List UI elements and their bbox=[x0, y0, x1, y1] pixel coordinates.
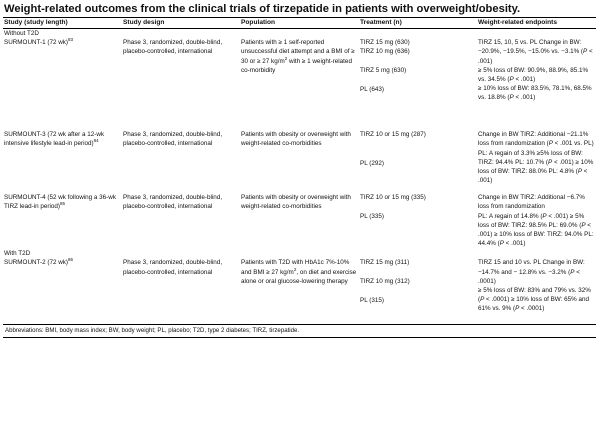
header-endpoints: Weight-related endpoints bbox=[477, 18, 596, 29]
treatment-arm: TIRZ 10 mg (636) bbox=[360, 48, 410, 56]
treatment-arm: TIRZ 10 mg (312) bbox=[360, 278, 410, 286]
endpoint-text: TIRZ 15 and 10 vs. PL Change in BW: bbox=[478, 259, 585, 267]
cell-design: Phase 3, randomized, double-blind, placebo-controlled, international bbox=[123, 39, 223, 56]
reference-superscript: 85 bbox=[60, 201, 66, 207]
footnote-row bbox=[3, 324, 596, 337]
cell-design: Phase 3, randomized, double-blind, placebo-controlled, international bbox=[123, 131, 223, 148]
endpoint-text: Change in BW TIRZ: Additional −21.1% loss from randomization (P < .001 vs. PL) bbox=[478, 131, 594, 148]
cell-population: Patients with ≥ 1 self-reported unsuccessful diet attempt and a BMI of ≥ 30 or ≥ 27 $kg/m^2$ with ≥ 1 weight-related co-morbidity bbox=[241, 39, 355, 74]
cell-treatment bbox=[359, 38, 477, 130]
treatment-arm: TIRZ 10 or 15 mg (335) bbox=[360, 194, 426, 202]
cell-endpoints bbox=[477, 38, 596, 130]
table-header-row bbox=[3, 18, 596, 29]
cell-treatment bbox=[359, 193, 477, 249]
reference-superscript: 86 bbox=[68, 257, 74, 263]
treatment-arm: TIRZ 10 or 15 mg (287) bbox=[360, 131, 426, 139]
cell-study: SURMOUNT-2 (72 wk)$^{86}$ bbox=[4, 257, 74, 267]
cell-study: SURMOUNT-3 (72 wk after a 12-wk intensive lifestyle lead-in period)$^{84}$ bbox=[4, 131, 105, 148]
cell-study: SURMOUNT-1 (72 wk)$^{83}$ bbox=[4, 37, 74, 47]
endpoint-text: Change in BW TIRZ: Additional −6.7% loss from randomization bbox=[478, 194, 585, 211]
cell-endpoints bbox=[477, 193, 596, 249]
cell-design: Phase 3, randomized, double-blind, placebo-controlled, international bbox=[123, 259, 223, 276]
table-row-surmount-1 bbox=[3, 38, 596, 130]
treatment-arm: TIRZ 15 mg (630) bbox=[360, 39, 410, 47]
cell-treatment bbox=[359, 258, 477, 324]
cell-treatment bbox=[359, 130, 477, 193]
outcomes-table bbox=[3, 17, 596, 338]
treatment-arm: PL (315) bbox=[360, 296, 384, 304]
cell-endpoints bbox=[477, 130, 596, 193]
group-row-without-t2d bbox=[3, 29, 596, 39]
reference-superscript: 83 bbox=[68, 37, 74, 43]
endpoint-text: PL: A regain of 3.3% ≥5% loss of BW: TIRZ: 94.4% PL: 10.7% (P < .001) ≥ 10% loss of BW: TIRZ: 88.0% PL: 4.8% (P < .001) bbox=[478, 149, 594, 185]
endpoint-text: TIRZ 15, 10, 5 vs. PL Change in BW: −20.9%, −19.5%, −15.0% vs. −3.1% (P < .001) bbox=[478, 39, 593, 65]
reference-superscript: 84 bbox=[93, 138, 99, 144]
treatment-arm: PL (643) bbox=[360, 85, 384, 93]
treatment-arm: TIRZ 5 mg (630) bbox=[360, 67, 407, 75]
cell-population: Patients with obesity or overweight with weight-related co-morbidities bbox=[241, 131, 351, 148]
group-label-without-t2d: Without T2D bbox=[4, 30, 39, 37]
table-row-surmount-4 bbox=[3, 193, 596, 249]
treatment-arm: PL (335) bbox=[360, 213, 384, 221]
header-design: Study design bbox=[122, 18, 240, 29]
table-title: Weight-related outcomes from the clinical trials of tirzepatide in patients with overweight/obesity. bbox=[4, 3, 521, 15]
cell-study: SURMOUNT-4 (52 wk following a 36-wk TIRZ lead-in period)$^{85}$ bbox=[4, 194, 116, 211]
cell-population: Patients with obesity or overweight with weight-related co-morbidities bbox=[241, 194, 351, 211]
group-label-with-t2d: With T2D bbox=[4, 250, 31, 258]
treatment-arm: TIRZ 15 mg (311) bbox=[360, 259, 410, 267]
cell-endpoints bbox=[477, 258, 596, 324]
header-population: Population bbox=[240, 18, 359, 29]
endpoint-text: PL: A regain of 14.8% (P < .001) ≥ 5% loss of BW: TIRZ: 98.5% PL: 69.0% (P < .001) ≥ 10% loss of BW: TIRZ: 94.0% PL: 44.4% (P < .001) bbox=[478, 212, 594, 248]
endpoint-text: ≥ 10% loss of BW: 83.5%, 78.1%, 68.5% vs. 18.8% (P < .001) bbox=[478, 85, 592, 102]
header-study: Study (study length) bbox=[3, 18, 122, 29]
table-row-surmount-2 bbox=[3, 258, 596, 324]
header-treatment: Treatment (n) bbox=[359, 18, 477, 29]
endpoint-text: −14.7% and − 12.8% vs. −3.2% (P < .0001) bbox=[478, 268, 580, 285]
table-row-surmount-3 bbox=[3, 130, 596, 193]
endpoint-text: ≥ 5% loss of BW: 83% and 79% vs. 32% (P < .0001) ≥ 10% loss of BW: 65% and 61% vs. 9% (P < .0001) bbox=[478, 287, 591, 313]
group-row-with-t2d bbox=[3, 249, 596, 258]
treatment-arm: PL (292) bbox=[360, 160, 384, 168]
cell-population: Patients with T2D with HbA1c 7%-10% and BMI ≥ 27 $kg/m^2$, on diet and exercise alone or oral glucose-lowering therapy bbox=[241, 259, 357, 285]
abbreviations-footnote: Abbreviations: BMI, body mass index; BW, body weight; PL, placebo; T2D, type 2 diabetes; TIRZ, tirzepatide. bbox=[3, 324, 596, 337]
endpoint-text: ≥ 5% loss of BW: 90.9%, 88.9%, 85.1% vs. 34.5% (P < .001) bbox=[478, 66, 589, 84]
cell-design: Phase 3, randomized, double-blind, placebo-controlled, international bbox=[123, 194, 223, 211]
